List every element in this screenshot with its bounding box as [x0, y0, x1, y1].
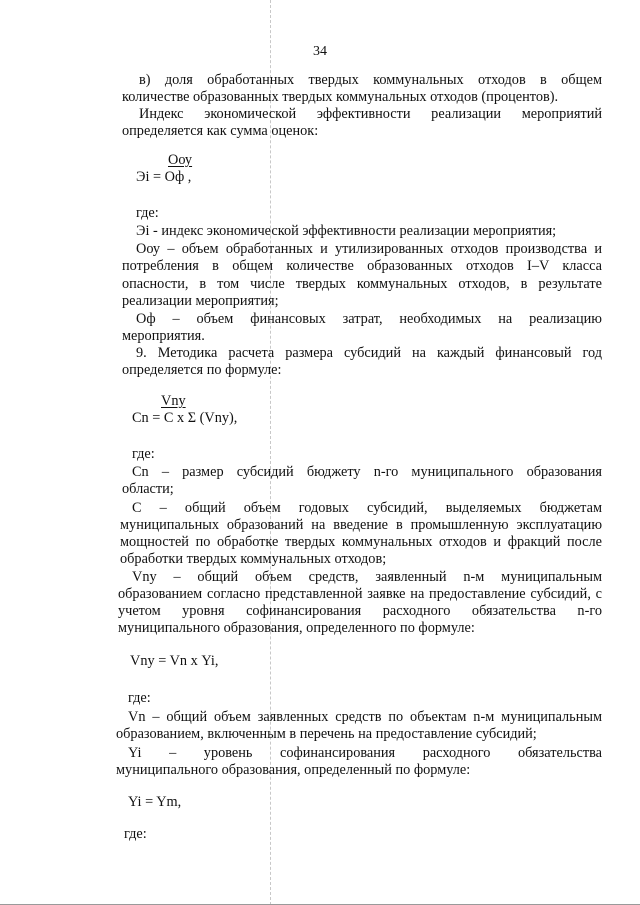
text-line: определяется как сумма оценок: — [122, 123, 319, 139]
formula: Эi = Оф , — [136, 169, 192, 185]
text-line: учетом уровня софинансирования расходного обязательства n-го — [118, 603, 602, 619]
text-line: в) доля обработанных твердых коммунальных отходов в общем — [139, 72, 602, 88]
text-line: образованием, включенным в перечень на предоставление субсидий; — [116, 726, 537, 742]
text-line: Vny – общий объем средств, заявленный n-м муниципальным — [132, 569, 602, 585]
formula-numerator: Vny — [161, 393, 186, 409]
text-line: Оф – объем финансовых затрат, необходимых на реализацию — [136, 311, 602, 327]
text-line: где: — [132, 446, 155, 462]
formula: Yi = Ym, — [128, 794, 182, 810]
text-line: мероприятия. — [122, 328, 205, 344]
text-line: где: — [136, 205, 159, 221]
text-line: 9. Методика расчета размера субсидий на каждый финансовый год — [136, 345, 602, 361]
text-line: опасности, в том числе твердых коммунальных отходов, в результате — [122, 276, 602, 292]
formula-numerator: Ооу — [168, 152, 193, 168]
text-line: Сn – размер субсидий бюджету n-го муниципального образования — [132, 464, 602, 480]
text-line: реализации мероприятия; — [122, 293, 279, 309]
formula: Сn = С х Σ (Vny), — [132, 410, 238, 426]
text-line: муниципального образования, определенный по формуле: — [116, 762, 471, 778]
text-line: муниципальных образований на введение в промышленную эксплуатацию — [120, 517, 602, 533]
text-line: Индекс экономической эффективности реализации мероприятий — [139, 106, 602, 122]
text-line: Vn – общий объем заявленных средств по объектам n-м муниципальным — [128, 709, 602, 725]
text-line: где: — [124, 826, 147, 842]
formula: Vny = Vn х Yi, — [130, 653, 219, 669]
text-line: Эi - индекс экономической эффективности реализации мероприятия; — [136, 223, 557, 239]
text-line: определяется по формуле: — [122, 362, 282, 378]
text-line: Yi – уровень софинансирования расходного обязательства — [128, 745, 602, 761]
text-line: мощностей по обработке твердых коммунальных отходов и фракций после — [120, 534, 602, 550]
text-line: потребления в общем количестве образованных отходов I–V класса — [122, 258, 602, 274]
text-line: количестве образованных твердых коммунальных отходов (процентов). — [122, 89, 559, 105]
text-line: С – общий объем годовых субсидий, выделяемых бюджетам — [132, 500, 602, 516]
text-line: где: — [128, 690, 151, 706]
text-line: обработки твердых коммунальных отходов; — [120, 551, 387, 567]
text-line: образованием согласно представленной заявке на предоставление субсидий, с — [118, 586, 602, 602]
text-line: области; — [122, 481, 174, 497]
page-number: 34 — [313, 44, 327, 59]
text-line: Ооу – объем обработанных и утилизированных отходов производства и — [136, 241, 602, 257]
text-line: муниципального образования, определенного по формуле: — [118, 620, 475, 636]
